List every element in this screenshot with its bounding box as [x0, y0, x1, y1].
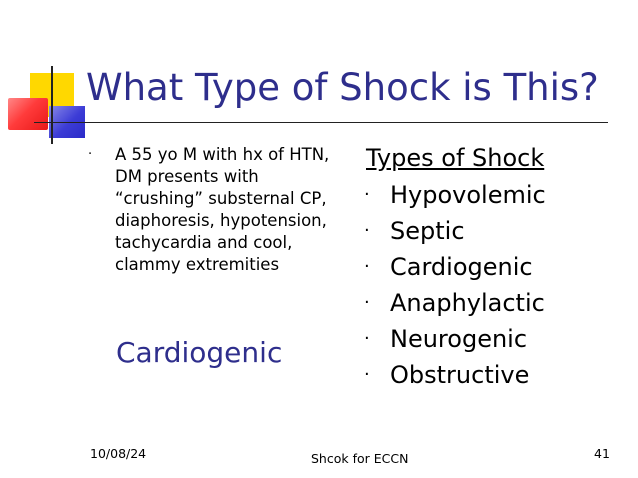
shock-type-item	[364, 178, 546, 214]
types-heading: Types of Shock	[366, 144, 545, 172]
shock-type-item	[364, 358, 546, 394]
footer-title: Shcok for ECCN	[311, 451, 409, 466]
shock-types-list	[364, 178, 546, 394]
shock-type-label: Hypovolemic	[390, 181, 546, 209]
shock-type-label: Cardiogenic	[390, 253, 533, 281]
case-description-list	[88, 144, 338, 276]
case-line: A 55 yo M with hx of HTN,	[115, 145, 330, 164]
case-line: “crushing” substernal CP,	[115, 189, 327, 208]
bullet-icon: ·	[364, 184, 370, 205]
bullet-icon: ·	[364, 256, 370, 277]
shock-type-item	[364, 286, 546, 322]
answer-text: Cardiogenic	[116, 336, 283, 369]
shock-type-label: Obstructive	[390, 361, 530, 389]
slide-title: What Type of Shock is This?	[86, 66, 599, 109]
logo-red-square	[8, 98, 48, 130]
case-line: clammy extremities	[115, 255, 280, 274]
case-line: diaphoresis, hypotension,	[115, 211, 327, 230]
bullet-icon: ·	[364, 328, 370, 349]
footer-date: 10/08/24	[90, 446, 147, 461]
shock-type-item	[364, 214, 546, 250]
bullet-icon: ·	[88, 147, 93, 162]
case-description-item	[88, 144, 338, 276]
shock-type-label: Anaphylactic	[390, 289, 545, 317]
logo-vertical-line	[51, 66, 53, 144]
bullet-icon: ·	[364, 220, 370, 241]
shock-type-item	[364, 250, 546, 286]
shock-type-label: Neurogenic	[390, 325, 528, 353]
bullet-icon: ·	[364, 292, 370, 313]
shock-type-label: Septic	[390, 217, 465, 245]
page-number: 41	[594, 446, 610, 461]
case-line: DM presents with	[115, 167, 259, 186]
shock-type-item	[364, 322, 546, 358]
case-line: tachycardia and cool,	[115, 233, 293, 252]
bullet-icon: ·	[364, 364, 370, 385]
title-underline-rule	[34, 122, 608, 123]
